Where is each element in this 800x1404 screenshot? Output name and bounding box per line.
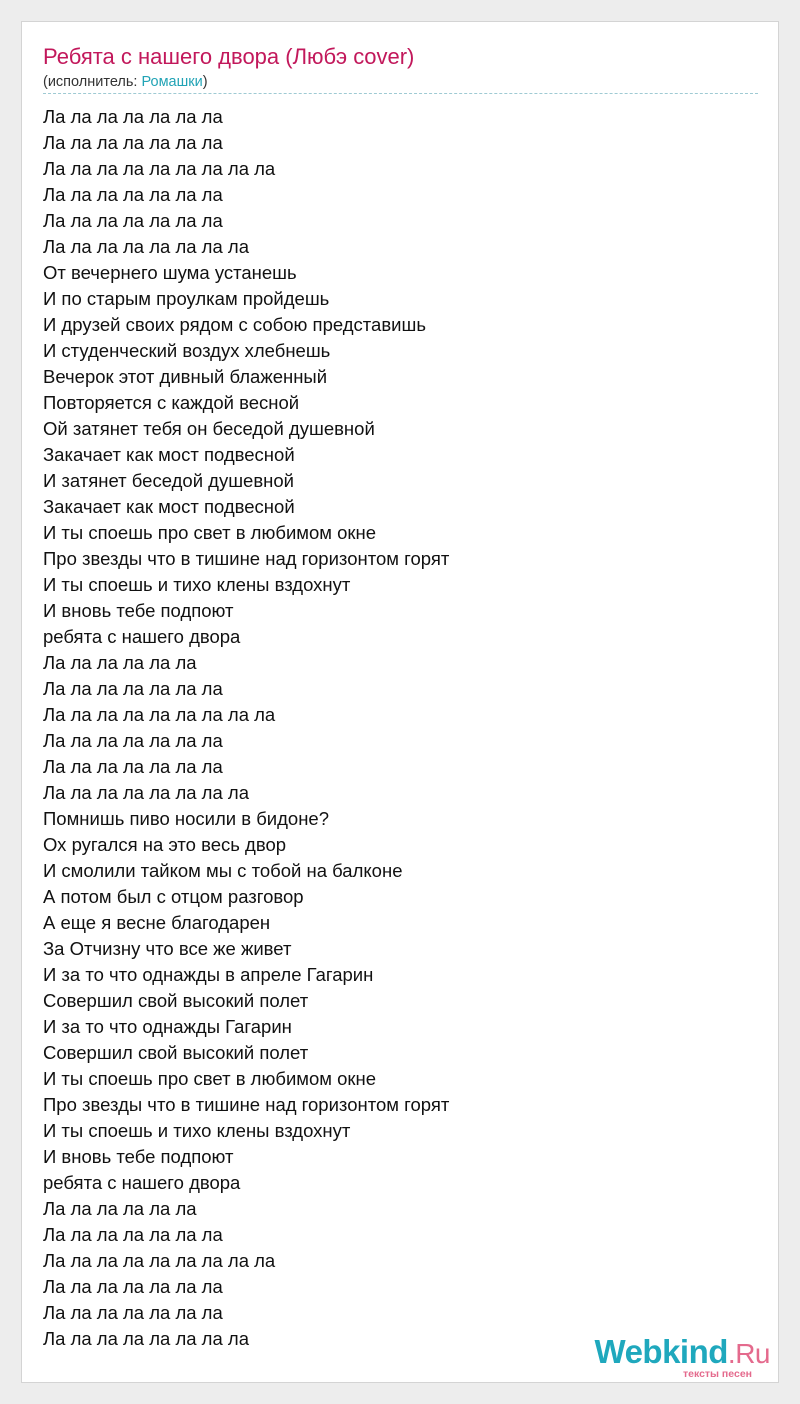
artist-suffix: ) <box>202 74 208 90</box>
lyric-line: И ты споешь и тихо клены вздохнут <box>43 574 351 595</box>
logo-name: Webkind <box>594 1333 728 1370</box>
artist-link[interactable]: Ромашки <box>141 74 203 90</box>
lyric-line: Совершил свой высокий полет <box>43 990 309 1011</box>
lyric-line: И вновь тебе подпоют <box>43 600 234 621</box>
lyric-line: Ла ла ла ла ла ла ла ла <box>43 782 249 803</box>
lyric-line: Ла ла ла ла ла ла ла <box>43 1224 223 1245</box>
lyric-line: За Отчизну что все же живет <box>43 938 292 959</box>
lyric-line: Ла ла ла ла ла ла ла ла ла <box>43 1250 276 1271</box>
lyric-line: Ла ла ла ла ла ла ла ла <box>43 236 249 257</box>
lyric-line: И вновь тебе подпоют <box>43 1146 234 1167</box>
lyric-line: Ла ла ла ла ла ла ла ла ла <box>43 158 276 179</box>
lyric-line: Ла ла ла ла ла ла ла <box>43 1302 223 1323</box>
lyric-line: И за то что однажды Гагарин <box>43 1016 292 1037</box>
lyric-line: Закачает как мост подвесной <box>43 496 295 517</box>
lyric-line: И за то что однажды в апреле Гагарин <box>43 964 374 985</box>
lyrics-card <box>21 21 779 1383</box>
lyric-line: Ла ла ла ла ла ла <box>43 1198 197 1219</box>
lyric-line: ребята с нашего двора <box>43 626 241 647</box>
lyric-line: И друзей своих рядом с собою представишь <box>43 314 426 335</box>
lyric-line: Ла ла ла ла ла ла ла ла ла <box>43 704 276 725</box>
lyric-line: И ты споешь про свет в любимом окне <box>43 522 377 543</box>
site-logo[interactable] <box>580 1334 770 1378</box>
lyric-line: Ла ла ла ла ла ла ла <box>43 730 223 751</box>
logo-tagline: тексты песен <box>682 1368 752 1380</box>
lyric-line: И ты споешь про свет в любимом окне <box>43 1068 377 1089</box>
divider <box>43 93 758 94</box>
lyric-line: И по старым проулкам пройдешь <box>43 288 330 309</box>
lyric-line: А еще я весне благодарен <box>43 912 271 933</box>
lyric-line: И студенческий воздух хлебнешь <box>43 340 331 361</box>
artist-prefix: (исполнитель: <box>43 74 142 90</box>
lyric-line: От вечернего шума устанешь <box>43 262 297 283</box>
lyric-line: Повторяется с каждой весной <box>43 392 300 413</box>
lyric-line: Ла ла ла ла ла ла ла <box>43 678 223 699</box>
lyric-line: Ох ругался на это весь двор <box>43 834 287 855</box>
lyric-line: Ла ла ла ла ла ла ла <box>43 210 223 231</box>
lyric-line: ребята с нашего двора <box>43 1172 241 1193</box>
lyric-line: Ла ла ла ла ла ла ла <box>43 756 223 777</box>
lyric-line: Ой затянет тебя он беседой душевной <box>43 418 375 439</box>
lyrics-list <box>43 104 449 1352</box>
lyric-line: Ла ла ла ла ла ла ла <box>43 1276 223 1297</box>
lyric-line: Закачает как мост подвесной <box>43 444 295 465</box>
lyric-line: И ты споешь и тихо клены вздохнут <box>43 1120 351 1141</box>
lyric-line: Ла ла ла ла ла ла ла <box>43 184 223 205</box>
logo-tld: .Ru <box>727 1338 770 1369</box>
lyric-line: Совершил свой высокий полет <box>43 1042 309 1063</box>
song-title: Ребята с нашего двора (Любэ cover) <box>43 44 415 69</box>
lyric-line: Помнишь пиво носили в бидоне? <box>43 808 330 829</box>
lyric-line: Ла ла ла ла ла ла ла <box>43 106 223 127</box>
logo-wordmark <box>595 1334 770 1372</box>
lyric-line: Ла ла ла ла ла ла ла <box>43 132 223 153</box>
lyric-line: Вечерок этот дивный блаженный <box>43 366 328 387</box>
lyric-line: Про звезды что в тишине над горизонтом горят <box>43 548 450 569</box>
lyric-line: Про звезды что в тишине над горизонтом горят <box>43 1094 450 1115</box>
lyric-line: Ла ла ла ла ла ла ла ла <box>43 1328 249 1349</box>
lyric-line: И затянет беседой душевной <box>43 470 295 491</box>
lyric-line: А потом был с отцом разговор <box>43 886 304 907</box>
artist-line <box>43 73 208 91</box>
lyric-line: И смолили тайком мы с тобой на балконе <box>43 860 403 881</box>
lyric-line: Ла ла ла ла ла ла <box>43 652 197 673</box>
